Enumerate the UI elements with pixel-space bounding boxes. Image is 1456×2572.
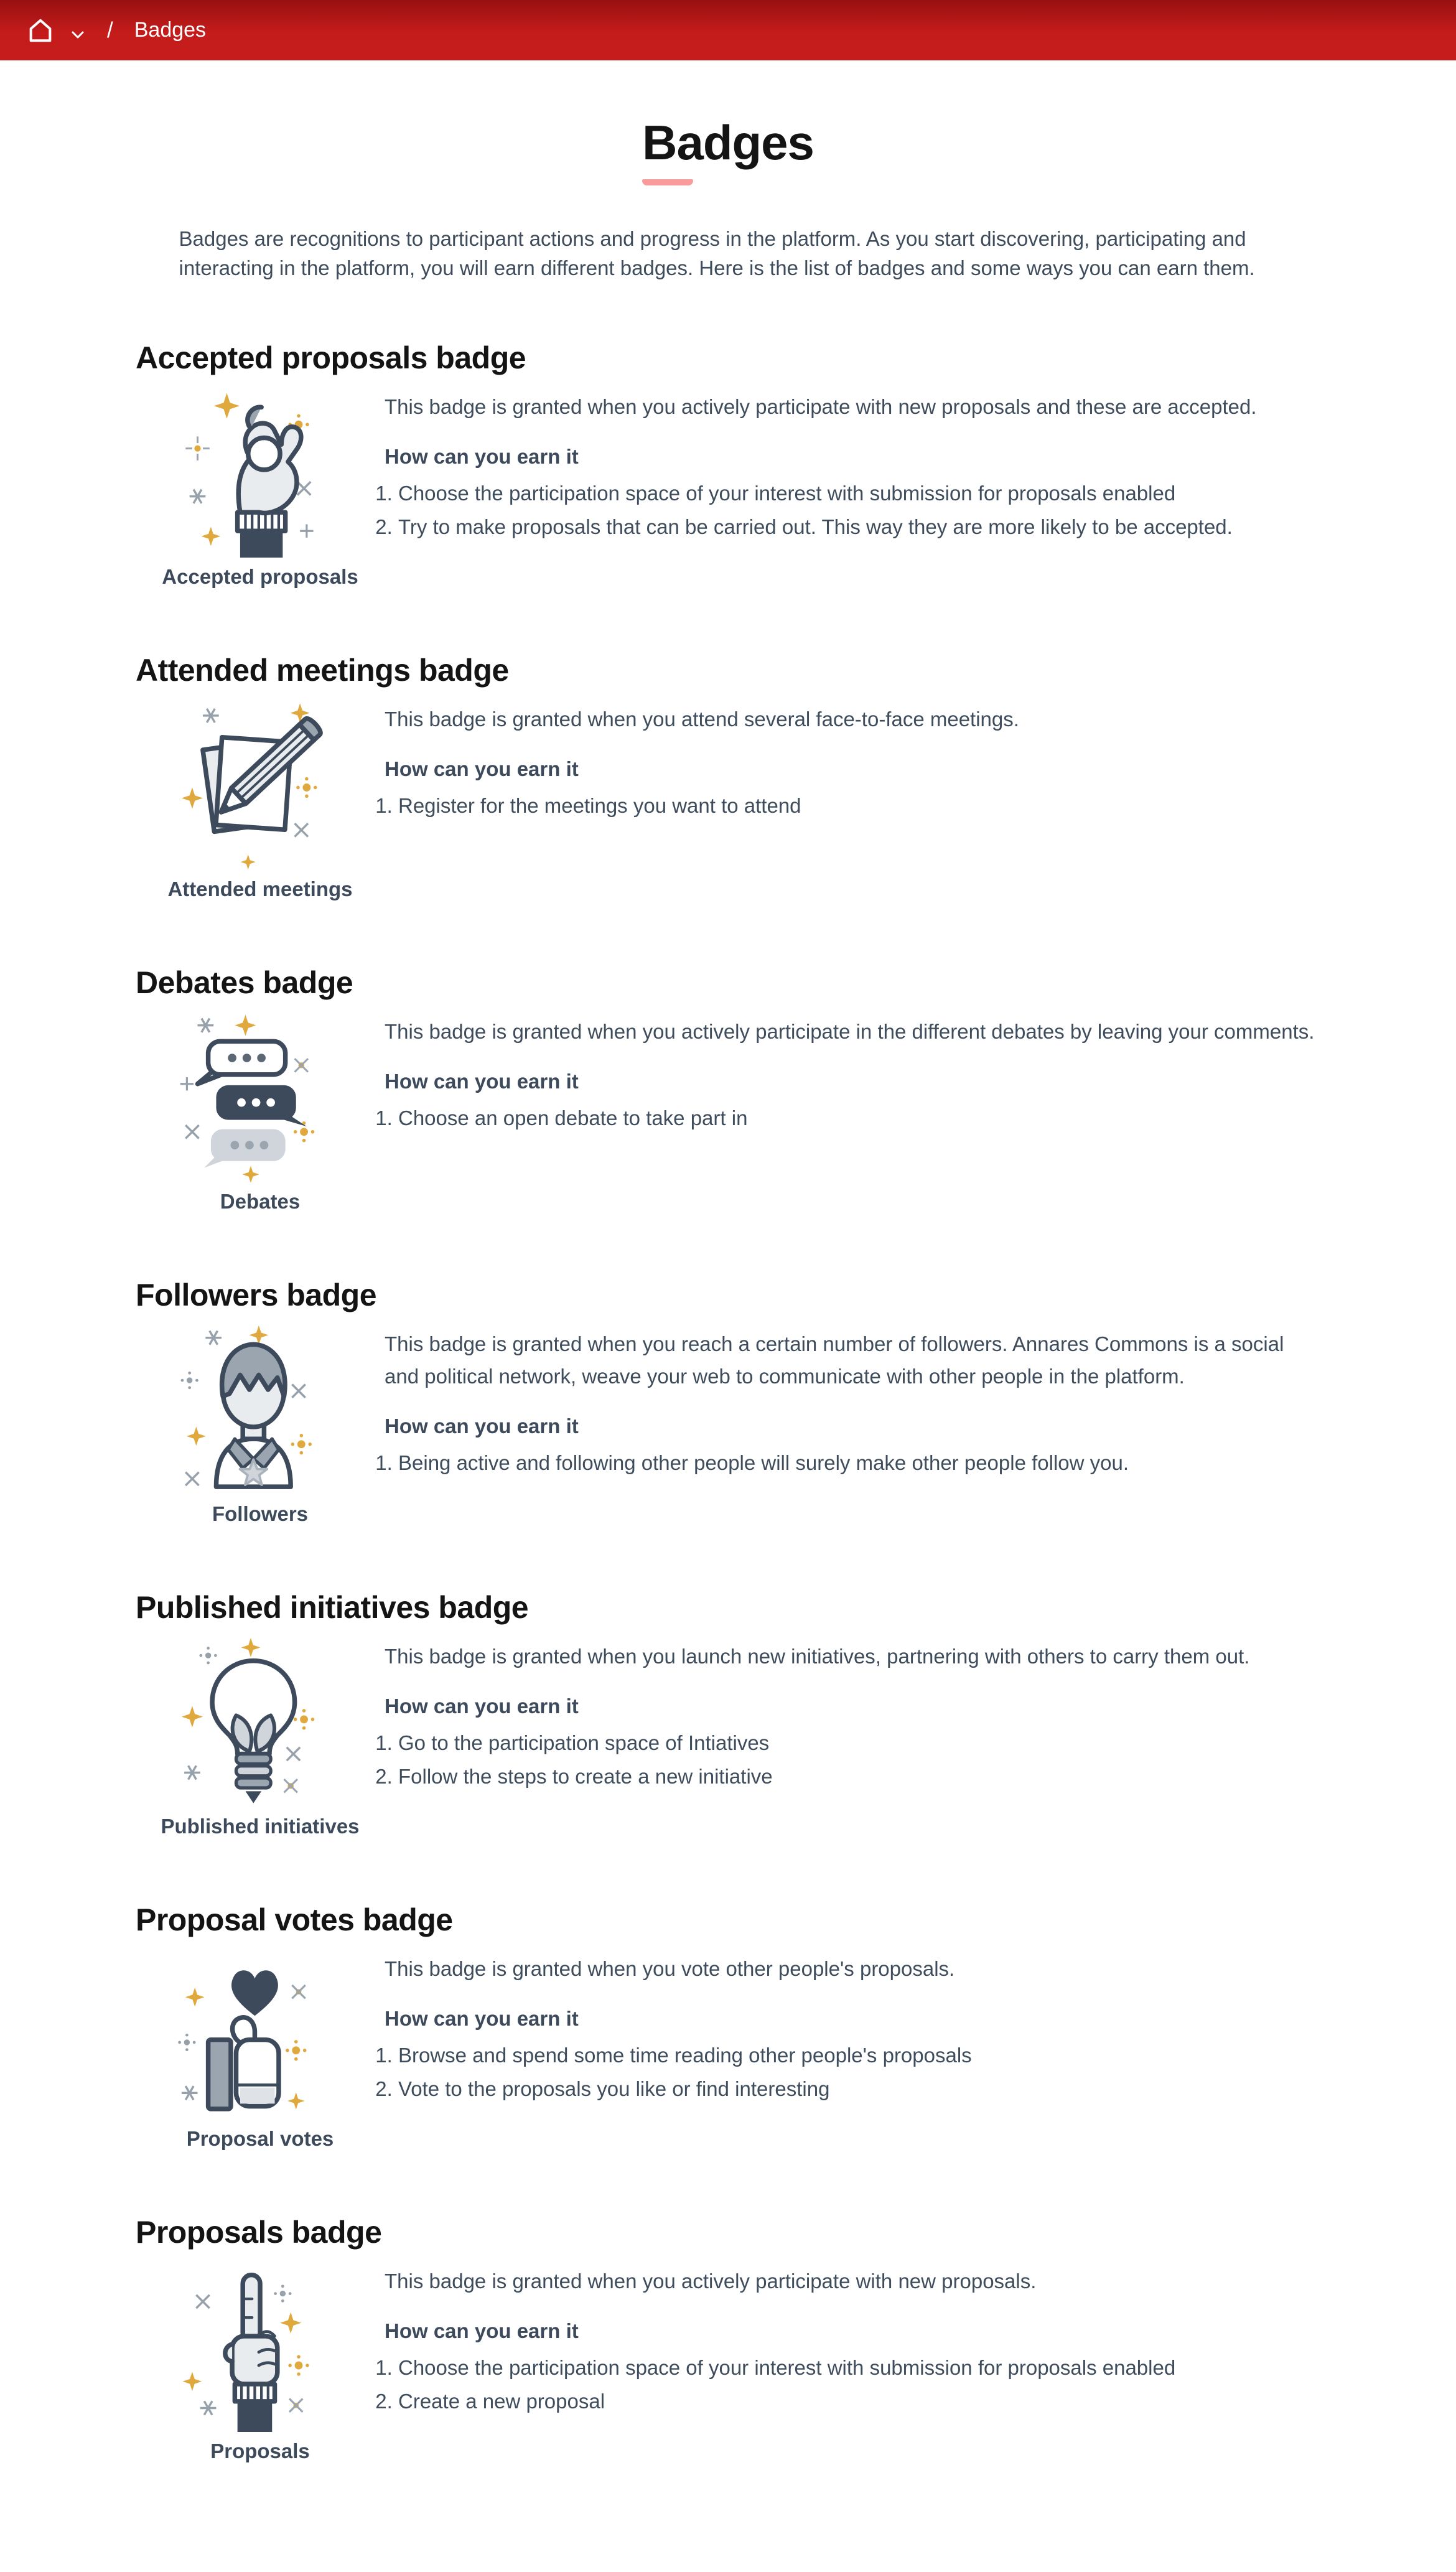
home-link[interactable] [26,16,55,45]
breadcrumb-expand-button[interactable] [71,22,85,39]
badge-description: This badge is granted when you launch new initiatives, partnering with others to carry them out. [385,1645,1250,1668]
earn-heading: How can you earn it [385,2319,579,2342]
badge-figure [136,1634,385,1838]
section-proposals [136,2213,1320,2463]
badge-caption: Attended meetings [167,877,353,900]
earn-step: 2. Follow the steps to create a new initiative [398,1762,1320,1791]
pencil-paper-icon [174,697,347,870]
earn-heading: How can you earn it [385,1070,579,1093]
earn-steps [371,792,1320,820]
earn-step: 1. Choose an open debate to take part in [398,1104,1320,1133]
badge-description: This badge is granted when you vote other people's proposals. [385,1957,955,1980]
section-heading: Debates badge [136,965,353,1000]
badge-figure [136,385,385,589]
section-published-initiatives [136,1588,1320,1838]
badge-caption: Proposals [210,2439,310,2462]
earn-heading: How can you earn it [385,1695,579,1718]
section-heading: Followers badge [136,1278,377,1312]
section-followers [136,1276,1320,1526]
chevron-down-icon [71,30,85,39]
earn-step: 1. Browse and spend some time reading other people's proposals [398,2041,1320,2070]
breadcrumb-separator: / [107,17,113,42]
badge-description: This badge is granted when you actively participate in the different debates by leaving your comments. [385,1020,1315,1043]
badges-page [136,114,1320,2500]
badge-figure [136,1947,385,2151]
section-heading: Proposal votes badge [136,1902,453,1937]
top-navigation-bar [0,0,1456,60]
earn-step: 2. Create a new proposal [398,2387,1320,2416]
lightbulb-icon [174,1634,347,1807]
section-proposal-votes [136,1901,1320,2151]
badge-description: This badge is granted when you actively participate with new proposals and these are accepted. [385,395,1257,418]
person-star-icon [174,1322,347,1495]
page-title: Badges [642,114,814,185]
badge-figure [136,697,385,901]
section-attended-meetings [136,651,1320,901]
home-icon [26,16,55,45]
badge-description: This badge is granted when you actively participate with new proposals. [385,2270,1037,2293]
earn-heading: How can you earn it [385,757,579,780]
earn-steps [371,479,1320,541]
badge-figure [136,1009,385,1214]
earn-steps [371,2354,1320,2416]
section-heading: Attended meetings badge [136,653,509,688]
section-heading: Accepted proposals badge [136,340,526,375]
badge-caption: Debates [220,1190,301,1213]
badge-caption: Proposal votes [186,2127,334,2150]
page-intro: Badges are recognitions to participant actions and progress in the platform. As you start discovering, participating and interacting in the platform, you will earn different badges. Here is the list of badges and some ways you can earn them. [179,227,1255,279]
earn-heading: How can you earn it [385,445,579,468]
earn-step: 1. Being active and following other people will surely make other people follow you. [398,1449,1320,1477]
badge-description: This badge is granted when you reach a certain number of followers. Annares Commons is a social and political network, weave your web to communicate with other people in the platform. [385,1332,1284,1388]
earn-heading: How can you earn it [385,1415,579,1438]
earn-step: 1. Choose the participation space of your interest with submission for proposals enabled [398,479,1320,508]
page-title-wrap [136,114,1320,185]
earn-steps [371,1104,1320,1133]
thumb-heart-icon [174,1947,347,2120]
badge-caption: Published initiatives [161,1815,360,1838]
pointing-hand-icon [174,2259,347,2432]
badge-caption: Accepted proposals [162,565,358,588]
ok-hand-icon [174,385,347,558]
earn-steps [371,1729,1320,1791]
earn-steps [371,1449,1320,1477]
badge-description: This badge is granted when you attend several face-to-face meetings. [385,708,1019,731]
earn-step: 1. Go to the participation space of Intiatives [398,1729,1320,1757]
section-debates [136,963,1320,1214]
badge-caption: Followers [212,1502,309,1525]
earn-steps [371,2041,1320,2103]
earn-step: 2. Vote to the proposals you like or find interesting [398,2075,1320,2103]
breadcrumb-current: Badges [134,18,207,42]
badge-figure [136,2259,385,2463]
earn-step: 1. Choose the participation space of your interest with submission for proposals enabled [398,2354,1320,2382]
earn-step: 1. Register for the meetings you want to attend [398,792,1320,820]
earn-heading: How can you earn it [385,2007,579,2030]
speech-bubbles-icon [174,1009,347,1182]
section-heading: Proposals badge [136,2215,382,2250]
badge-figure [136,1322,385,1526]
earn-step: 2. Try to make proposals that can be carried out. This way they are more likely to be accepted. [398,513,1320,541]
section-accepted-proposals [136,339,1320,589]
section-heading: Published initiatives badge [136,1590,529,1625]
